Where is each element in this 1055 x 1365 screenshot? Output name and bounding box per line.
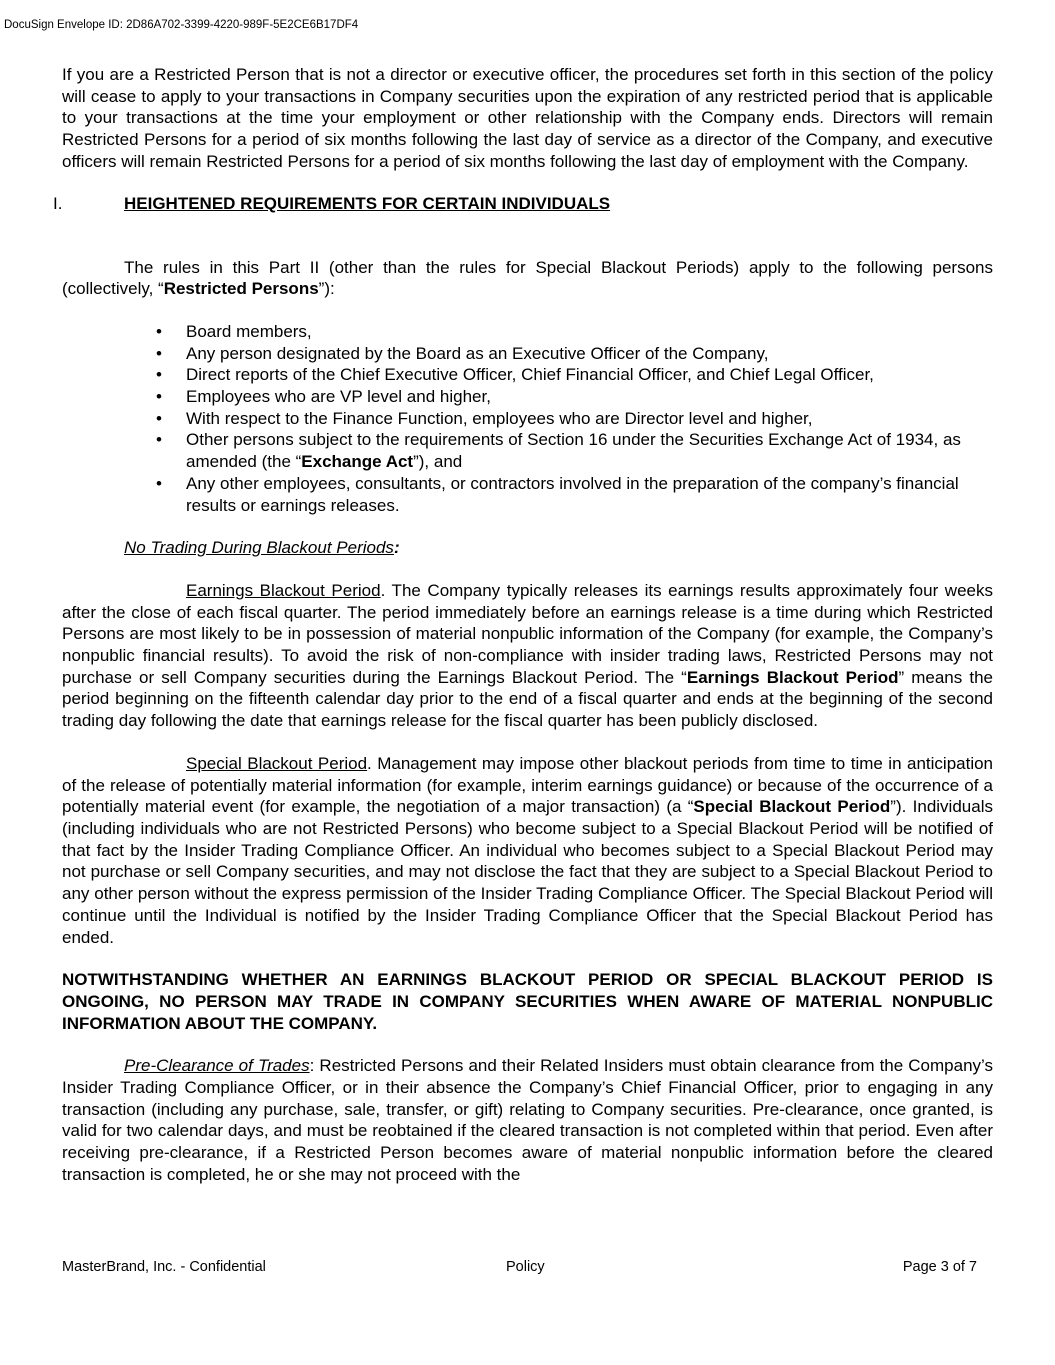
earnings-text-after: ” means the period beginning on the fifteenth calendar day prior to the end of a fiscal quarter and ends at the beginning of the second trading day following the date that earnings release for the fiscal quarter has been publicly disclosed.: [62, 667, 993, 731]
docusign-envelope-id: DocuSign Envelope ID: 2D86A702-3399-4220-989F-5E2CE6B17DF4: [4, 19, 359, 31]
special-blackout-label: Special Blackout Period: [186, 753, 368, 773]
exchange-act-term: Exchange Act: [301, 452, 414, 472]
page-footer: [62, 1258, 977, 1278]
footer-page-number: Page 3 of 7: [902, 1259, 977, 1275]
list-item: [156, 429, 993, 472]
no-trading-subheading: [62, 537, 993, 559]
intro-paragraph: If you are a Restricted Person that is not a director or executive officer, the procedures set forth in this section of the policy will cease to apply to your transactions in Company securities upon the expiration of any restricted period that is applicable to your transactions at the time your employment or other relationship with the Company ends. Directors will remain Restricted Persons for a period of six months following the last day of service as a director of the Company, and executive officers will remain Restricted Persons for a period of six months following the last day of employment with the Company.: [62, 65, 993, 171]
footer-document-type: Policy: [506, 1259, 545, 1275]
pre-clearance-text: : Restricted Persons and their Related Insiders must obtain clearance from the Company’s Insider Trading Compliance Officer, or in their absence the Company’s Chief Financial Officer, prior to engaging in any transaction (including any purchase, sale, transfer, or gift) relating to Company securities. Pre-clearance, once granted, is valid for two calendar days, and must be reobtained if the cleared transaction is not completed within that period. Even after receiving pre-clearance, if a Restricted Person becomes aware of material nonpublic information before the cleared transaction is completed, he or she may not proceed with the: [62, 1056, 994, 1184]
special-blackout-term: Special Blackout Period: [693, 797, 891, 817]
no-trading-heading-text: No Trading During Blackout Periods: [124, 538, 394, 558]
bullet-icon: •: [156, 408, 162, 428]
list-item: [156, 321, 993, 343]
page-content: [53, 64, 994, 1186]
bullet-icon: •: [156, 387, 162, 407]
no-trading-colon: :: [393, 538, 400, 558]
rules-text-before: The rules in this Part II (other than the rules for Special Blackout Periods) apply to the following persons (collectively, “: [62, 257, 993, 299]
list-item-text: Any person designated by the Board as an Executive Officer of the Company,: [186, 343, 769, 363]
list-item-text: Employees who are VP level and higher,: [186, 387, 491, 407]
list-item: [156, 364, 993, 386]
pre-clearance-paragraph: [62, 1055, 993, 1185]
bullet-icon: •: [156, 343, 162, 363]
rules-paragraph: [62, 257, 993, 300]
notwithstanding-paragraph: NOTWITHSTANDING WHETHER AN EARNINGS BLACKOUT PERIOD OR SPECIAL BLACKOUT PERIOD IS ONGOING, NO PERSON MAY TRADE IN COMPANY SECURITIES WHEN AWARE OF MATERIAL NONPUBLIC INFORMATION ABOUT THE COMPANY.: [62, 970, 993, 1033]
pre-clearance-label: Pre-Clearance of Trades: [124, 1056, 310, 1076]
special-blackout-paragraph: [62, 753, 993, 948]
list-item-text: With respect to the Finance Function, employees who are Director level and higher,: [186, 408, 813, 428]
footer-company: MasterBrand, Inc. - Confidential: [62, 1259, 266, 1275]
list-item: [156, 343, 993, 365]
restricted-persons-term: Restricted Persons: [163, 279, 319, 299]
list-item-text: Board members,: [186, 321, 312, 341]
special-text-before: . Management may impose other blackout periods from time to time in anticipation of the release of potentially material information (for example, interim earnings guidance) or because of the occurrence of a potentially material event (for example, the negotiation of a major transaction) (a “: [62, 753, 994, 817]
list-item-text: Direct reports of the Chief Executive Officer, Chief Financial Officer, and Chief Legal Officer,: [186, 365, 874, 385]
special-text-after: ”). Individuals (including individuals who are not Restricted Persons) who become subject to a Special Blackout Period will be notified of that fact by the Insider Trading Compliance Officer. An individual who becomes subject to a Special Blackout Period may not purchase or sell Company securities, and may not disclose the fact that they are subject to a Special Blackout Period to any other person without the express permission of the Insider Trading Compliance Officer. The Special Blackout Period will continue until the Individual is notified by the Insider Trading Compliance Officer that the Special Blackout Period has ended.: [62, 797, 993, 947]
earnings-blackout-term: Earnings Blackout Period: [686, 667, 899, 687]
rules-text-after: ”):: [318, 279, 335, 299]
list-item: [156, 386, 993, 408]
list-item-text: Any other employees, consultants, or contractors involved in the preparation of the company’s financial results or earnings releases.: [186, 473, 959, 515]
list-item: [156, 408, 993, 430]
section-heading: [53, 193, 993, 215]
exchange-text-before: Other persons subject to the requirements of Section 16 under the Securities Exchange Act of 1934, as amended (the “: [186, 430, 961, 472]
earnings-text-before: . The Company typically releases its earnings results approximately four weeks after the close of each fiscal quarter. The period immediately before an earnings release is a time during which Restricted Persons are most likely to be in possession of material nonpublic information of the Company (for example, the Company’s nonpublic financial results). To avoid the risk of non-compliance with insider trading laws, Restricted Persons may not purchase or sell Company securities during the Earnings Blackout Period. The “: [62, 580, 993, 687]
section-title: HEIGHTENED REQUIREMENTS FOR CERTAIN INDIVIDUALS: [124, 193, 611, 213]
earnings-blackout-label: Earnings Blackout Period: [186, 580, 381, 600]
section-number: I.: [53, 193, 63, 213]
earnings-blackout-paragraph: [62, 580, 993, 732]
bullet-icon: •: [156, 365, 162, 385]
bullet-icon: •: [156, 430, 162, 450]
restricted-persons-list: [62, 321, 993, 516]
list-item: [156, 473, 993, 516]
bullet-icon: •: [156, 473, 162, 493]
exchange-text-after: ”), and: [413, 452, 463, 472]
bullet-icon: •: [156, 321, 162, 341]
